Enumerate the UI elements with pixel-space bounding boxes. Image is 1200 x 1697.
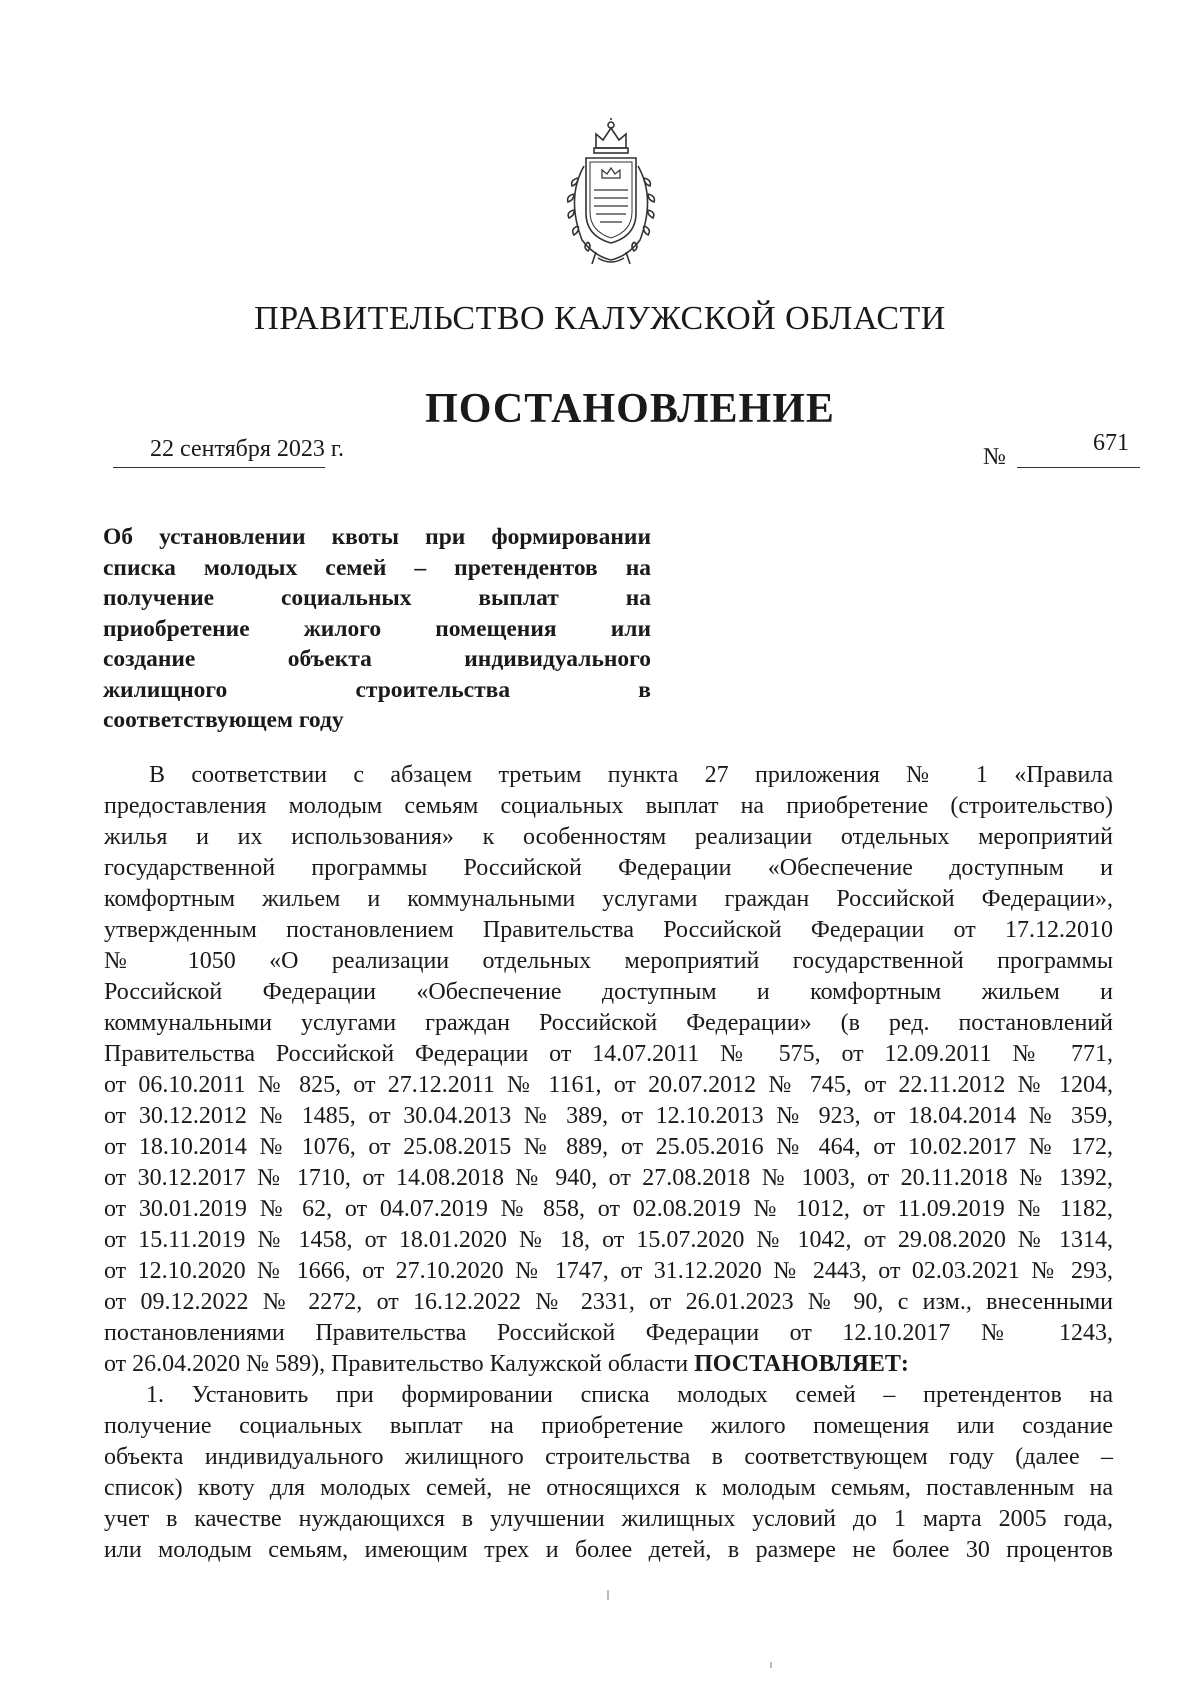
body-line: Российской Федерации «Обеспечение доступным и комфортным жильем и (104, 979, 1113, 1005)
body-line: предоставления молодым семьям социальных выплат на приобретение (строительство) (104, 793, 1113, 819)
decree-keyword: ПОСТАНОВЛЯЕТ: (694, 1351, 909, 1377)
clause-line: объекта индивидуального жилищного строительства в соответствующем году (далее – (104, 1444, 1113, 1470)
body-line: от 30.12.2017 № 1710, от 14.08.2018 № 940, от 27.08.2018 № 1003, от 20.11.2018 № 1392, (104, 1165, 1113, 1191)
scan-speck (607, 1590, 609, 1600)
subject-line: получение социальных выплат на (103, 585, 651, 611)
body-line: № 1050 «О реализации отдельных мероприятий государственной программы (104, 948, 1113, 974)
body-line: коммунальными услугами граждан Российской Федерации» (в ред. постановлений (104, 1010, 1113, 1036)
body-line: утвержденным постановлением Правительства Российской Федерации от 17.12.2010 (104, 917, 1113, 943)
body-line: В соответствии с абзацем третьим пункта 27 приложения № 1 «Правила (149, 762, 1113, 788)
document-number: 671 (1093, 430, 1129, 456)
clause-line: учет в качестве нуждающихся в улучшении жилищных условий до 1 марта 2005 года, (104, 1506, 1113, 1532)
subject-line: приобретение жилого помещения или (103, 615, 651, 642)
number-underline (1017, 467, 1140, 468)
coat-of-arms-emblem (556, 118, 666, 268)
document-body (104, 760, 1113, 1566)
body-line: комфортным жильем и коммунальными услугами граждан Российской Федерации», (104, 886, 1113, 912)
number-label: № (983, 444, 1006, 470)
decree-line (104, 1349, 1113, 1380)
subject-line: Об установлении квоты при формировании (103, 524, 651, 550)
clause-line: получение социальных выплат на приобретение жилого помещения или создание (104, 1413, 1113, 1439)
clause-line: 1. Установить при формировании списка молодых семей – претендентов на (146, 1382, 1113, 1408)
body-line: Правительства Российской Федерации от 14.07.2011 № 575, от 12.09.2011 № 771, (104, 1041, 1113, 1067)
document-date: 22 сентября 2023 г. (150, 436, 345, 462)
clause-line: список) квоту для молодых семей, не относящихся к молодым семьям, поставленным на (104, 1475, 1113, 1501)
date-underline (113, 467, 325, 468)
body-line: от 30.12.2012 № 1485, от 30.04.2013 № 389, от 12.10.2013 № 923, от 18.04.2014 № 359, (104, 1103, 1113, 1129)
body-line: от 12.10.2020 № 1666, от 27.10.2020 № 1747, от 31.12.2020 № 2443, от 02.03.2021 № 293, (104, 1258, 1113, 1284)
government-title: ПРАВИТЕЛЬСТВО КАЛУЖСКОЙ ОБЛАСТИ (254, 300, 946, 337)
subject-line: жилищного строительства в (103, 676, 651, 703)
body-line: от 15.11.2019 № 1458, от 18.01.2020 № 18, от 15.07.2020 № 1042, от 29.08.2020 № 1314, (104, 1227, 1113, 1253)
body-line: от 06.10.2011 № 825, от 27.12.2011 № 1161, от 20.07.2012 № 745, от 22.11.2012 № 1204, (104, 1072, 1113, 1098)
decree-line-text: от 26.04.2020 № 589), Правительство Калужской области (104, 1351, 695, 1377)
body-line: жилья и их использования» к особенностям реализации отдельных мероприятий (104, 824, 1113, 850)
body-line: постановлениями Правительства Российской Федерации от 12.10.2017 № 1243, (104, 1320, 1113, 1346)
subject-line: создание объекта индивидуального (103, 646, 651, 672)
subject-line: списка молодых семей – претендентов на (103, 554, 651, 581)
clause-line: или молодым семьям, имеющим трех и более детей, в размере не более 30 процентов (104, 1537, 1113, 1563)
body-line: от 18.10.2014 № 1076, от 25.08.2015 № 889, от 25.05.2016 № 464, от 10.02.2017 № 172, (104, 1134, 1113, 1160)
body-line: от 30.01.2019 № 62, от 04.07.2019 № 858, от 02.08.2019 № 1012, от 11.09.2019 № 1182, (104, 1196, 1113, 1222)
body-line: государственной программы Российской Федерации «Обеспечение доступным и (104, 855, 1113, 881)
body-line: от 09.12.2022 № 2272, от 16.12.2022 № 2331, от 26.01.2023 № 90, с изм., внесенными (104, 1289, 1113, 1315)
document-subject (103, 522, 651, 736)
scan-speck (770, 1662, 772, 1668)
document-type-title: ПОСТАНОВЛЕНИЕ (425, 386, 835, 432)
subject-line: соответствующем году (103, 707, 344, 733)
